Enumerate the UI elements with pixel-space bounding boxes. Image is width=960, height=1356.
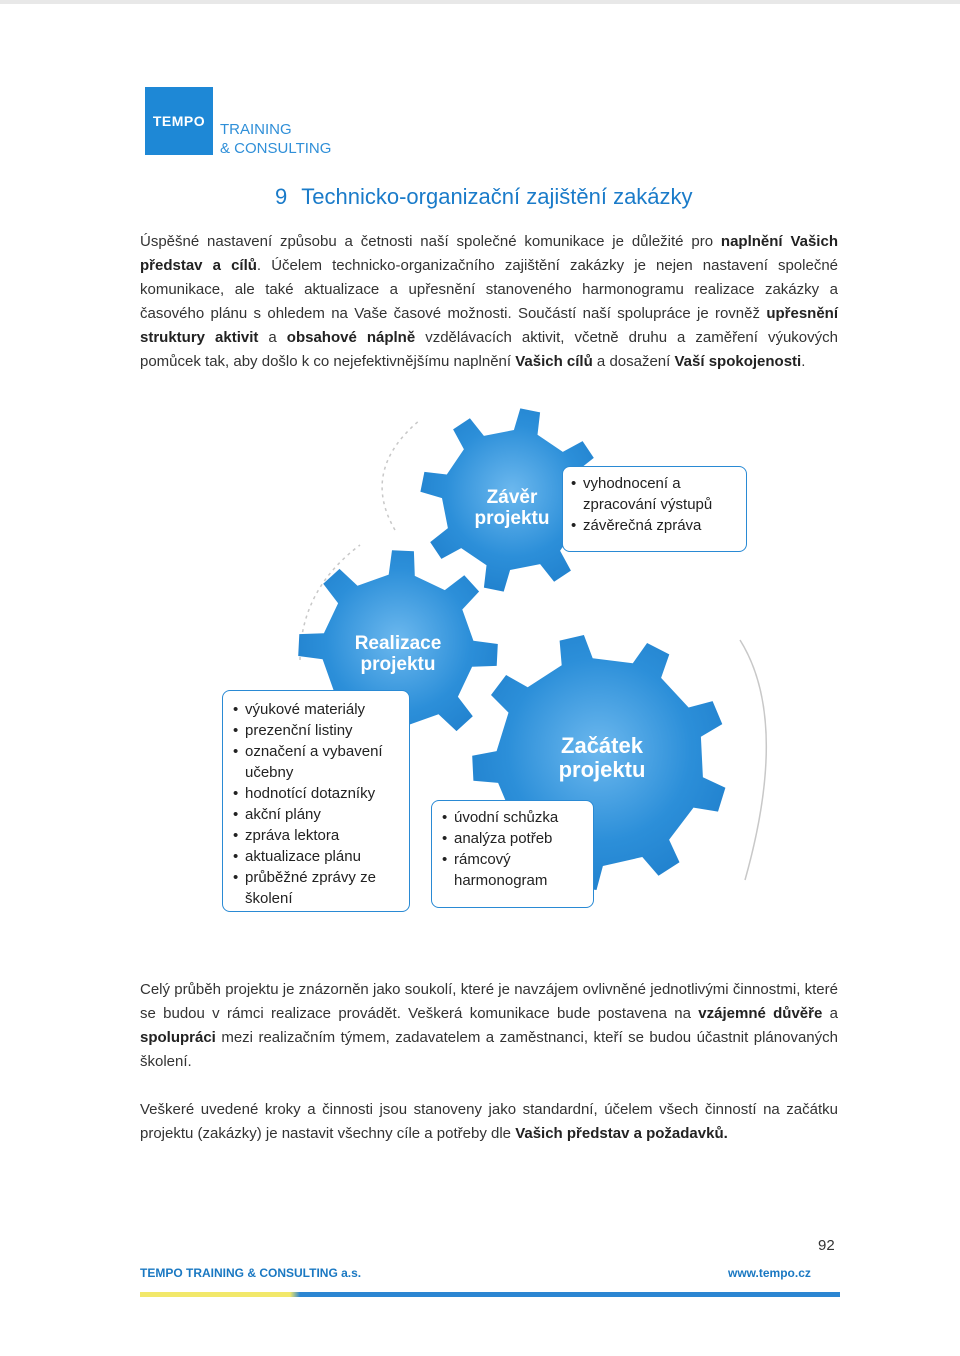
page-number: 92 — [818, 1237, 835, 1254]
callout-item: • závěrečná zpráva — [571, 515, 740, 536]
callout-item: • zpráva lektora — [233, 825, 403, 846]
body-paragraph-2: Celý průběh projektu je znázorněn jako soukolí, které je navzájem ovlivněné jednotlivými činnostmi, které se budou v rámci realizace provádět. Veškerá komunikace bude postavena na vzájemné důvěře a spolupráci mezi realizačním týmem, zadavatelem a zaměstnanci, kteří se budou účastnit plánovaných školení. — [140, 981, 838, 1070]
cycle-arrow-top — [382, 420, 420, 530]
callout-item: • akční plány — [233, 804, 403, 825]
callout-item: • označení a vybavení učebny — [233, 741, 403, 783]
callout-item: • prezenční listiny — [233, 720, 403, 741]
logo-badge-text: TEMPO — [152, 113, 206, 129]
callout-item: • rámcový harmonogram — [442, 849, 587, 891]
intro-paragraph: Úspěšné nastavení způsobu a četnosti naší společné komunikace je důležité pro naplnění Vašich představ a cílů. Účelem technicko-organizačního zajištění zakázky je nejen nastavení společné komunikace, ale také aktualizace a upřesnění stanoveného harmonogramu realizace zakázky a časového plánu s ohledem na Vaše časové možnosti. Součástí naší spolupráce je rovněž upřesnění struktury aktivit a obsahové náplně vzdělávacích aktivit, včetně druhu a zaměření výukových pomůcek tak, aby došlo k co nejefektivnějšímu naplnění Vašich cílů a dosažení Vaší spokojenosti. — [140, 233, 838, 370]
body-paragraph-3: Veškeré uvedené kroky a činnosti jsou stanoveny jako standardní, účelem všech činností na začátku projektu (zakázky) je nastavit všechny cíle a potřeby dle Vašich představ a požadavků. — [140, 1101, 838, 1142]
callout-start-project — [431, 800, 594, 908]
footer-bar — [140, 1292, 840, 1297]
section-number: 9 — [275, 184, 288, 209]
logo-line-2: & CONSULTING — [220, 140, 332, 157]
callout-item: • výukové materiály — [233, 699, 403, 720]
callout-item: • aktualizace plánu — [233, 846, 403, 867]
gear-realization-label: Realizace projektu — [354, 633, 442, 675]
gear-end-label: Závěr projektu — [474, 487, 550, 529]
callout-item: • průběžné zprávy ze školení — [233, 867, 403, 909]
callout-realization — [222, 690, 410, 912]
footer-company: TEMPO TRAINING & CONSULTING a.s. — [140, 1266, 362, 1280]
gear-start-label: Začátek projektu — [558, 733, 646, 783]
logo-line-1: TRAINING — [220, 121, 292, 138]
callout-item: • úvodní schůzka — [442, 807, 587, 828]
callout-item: • analýza potřeb — [442, 828, 587, 849]
callout-end-project — [562, 466, 747, 552]
cycle-arrow-right — [740, 640, 766, 880]
callout-item: • vyhodnocení a zpracování výstupů — [571, 473, 740, 515]
section-title: Technicko-organizační zajištění zakázky — [301, 184, 693, 209]
callout-item: • hodnotící dotazníky — [233, 783, 403, 804]
footer-website[interactable]: www.tempo.cz — [728, 1266, 811, 1280]
